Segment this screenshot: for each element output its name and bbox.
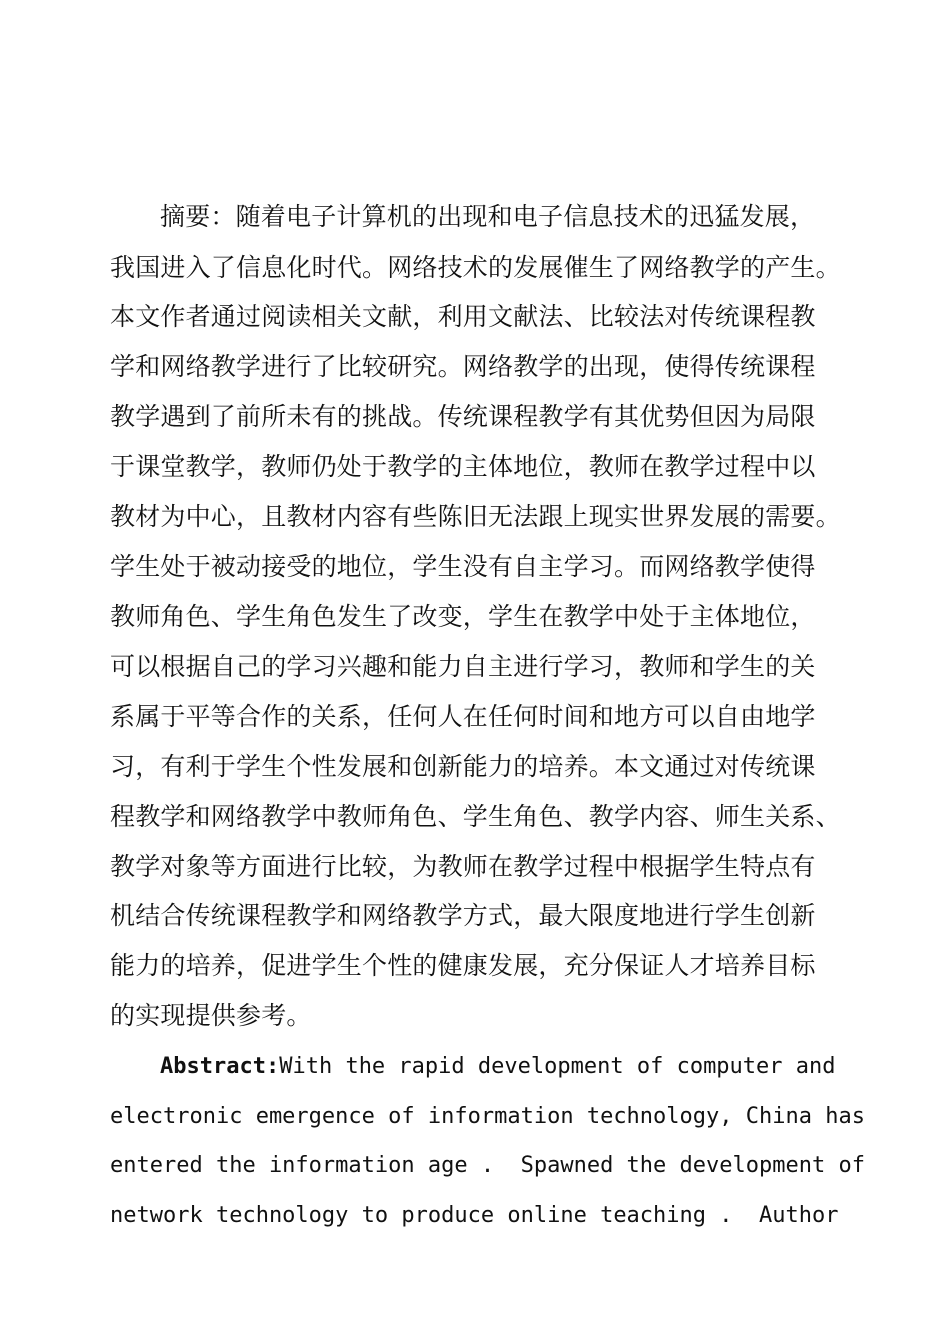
- abstract-en-line: electronic emergence of information technology, China has: [110, 1104, 865, 1129]
- abstract-zh-line: 学和网络教学进行了比较研究。网络教学的出现，使得传统课程: [110, 352, 816, 381]
- abstract-zh-line: 可以根据自己的学习兴趣和能力自主进行学习，教师和学生的关: [110, 652, 816, 681]
- abstract-zh-line: 习，有利于学生个性发展和创新能力的培养。本文通过对传统课: [110, 752, 816, 781]
- abstract-zh-line: 能力的培养，促进学生个性的健康发展，充分保证人才培养目标: [110, 951, 816, 980]
- abstract-zh-line: 教师角色、学生角色发生了改变，学生在教学中处于主体地位，: [110, 602, 816, 631]
- abstract-zh-line: 于课堂教学，教师仍处于教学的主体地位，教师在教学过程中以: [110, 452, 816, 481]
- abstract-zh-line: 我国进入了信息化时代。网络技术的发展催生了网络教学的产生。: [110, 253, 841, 282]
- abstract-en-label: Abstract:: [160, 1054, 280, 1079]
- abstract-zh-line: 教学对象等方面进行比较，为教师在教学过程中根据学生特点有: [110, 852, 816, 881]
- abstract-zh-line: 系属于平等合作的关系，任何人在任何时间和地方可以自由地学: [110, 702, 816, 731]
- abstract-en-line: network technology to produce online teaching . Author: [110, 1203, 839, 1228]
- abstract-zh-line: 程教学和网络教学中教师角色、学生角色、教学内容、师生关系、: [110, 802, 841, 831]
- abstract-zh-line: 教材为中心，且教材内容有些陈旧无法跟上现实世界发展的需要。: [110, 502, 841, 531]
- abstract-zh-line: 教学遇到了前所未有的挑战。传统课程教学有其优势但因为局限: [110, 402, 816, 431]
- abstract-zh-line: 的实现提供参考。: [110, 1001, 312, 1030]
- abstract-zh-line: 机结合传统课程教学和网络教学方式，最大限度地进行学生创新: [110, 901, 816, 930]
- abstract-en-line: entered the information age . Spawned the development of: [110, 1153, 865, 1178]
- abstract-zh-line: 本文作者通过阅读相关文献，利用文献法、比较法对传统课程教: [110, 302, 816, 331]
- abstract-en-first-line: [160, 1052, 900, 1082]
- abstract-zh-line: 学生处于被动接受的地位，学生没有自主学习。而网络教学使得: [110, 552, 816, 581]
- abstract-en-first-line-text: With the rapid development of computer and: [279, 1054, 836, 1079]
- abstract-zh-line: 摘要：随着电子计算机的出现和电子信息技术的迅猛发展，: [160, 202, 816, 231]
